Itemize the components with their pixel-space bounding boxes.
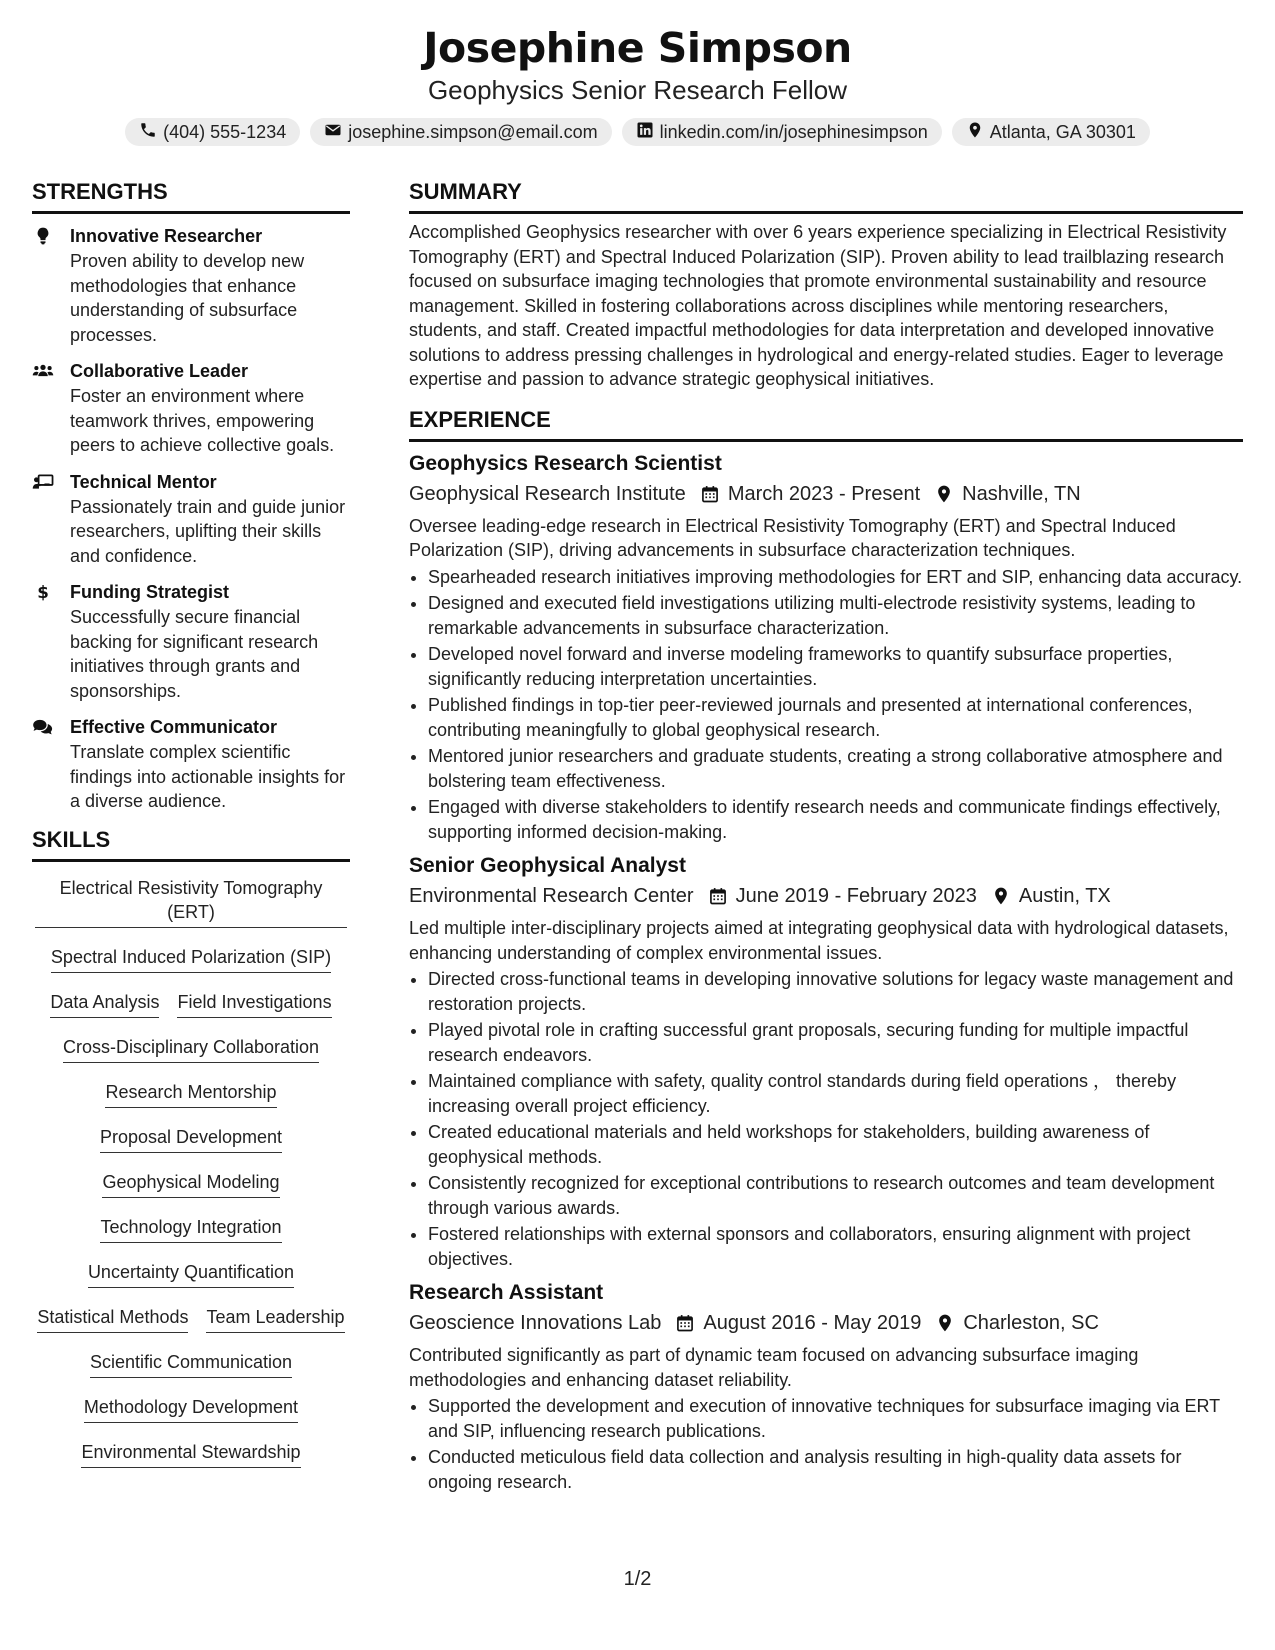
job-dates: March 2023 - Present <box>727 482 921 505</box>
page-number: 1/2 <box>623 1568 652 1590</box>
candidate-title: Geophysics Senior Research Fellow <box>427 75 848 105</box>
experience-section <box>409 406 1243 1495</box>
job-bullet: • Directed cross-functional teams in developing innovative solutions for legacy waste management and restoration projects. <box>428 967 1243 1016</box>
skill-tag: Research Mentorship <box>105 1076 276 1108</box>
location-text: Atlanta, GA 30301 <box>989 122 1136 142</box>
skill-tag: Spectral Induced Polarization (SIP) <box>51 941 331 973</box>
dollar-sign-icon <box>32 580 58 703</box>
strength-desc: Translate complex scientific findings into actionable insights for a diverse audience. <box>70 742 346 811</box>
job-description: Led multiple inter-disciplinary projects aimed at integrating geophysical data with hydrological datasets, enhancing understanding of complex environmental issues. <box>409 918 1229 963</box>
job-bullets <box>409 1394 1243 1494</box>
location-pin-icon <box>934 484 954 504</box>
strength-item <box>32 224 350 347</box>
strength-desc: Successfully secure financial backing for significant research initiatives through grants and sponsorships. <box>70 607 319 701</box>
job-company: Geophysical Research Institute <box>409 482 686 505</box>
strength-item <box>32 470 350 569</box>
job-bullet: • Designed and executed field investigations utilizing multi-electrode resistivity systems, leading to remarkable advancements in subsurface characterization. <box>428 591 1243 640</box>
envelope-icon <box>324 121 342 144</box>
job-bullet: • Supported the development and execution of innovative techniques for subsurface imaging via ERT and SIP, influencing research publications. <box>428 1394 1243 1443</box>
phone-icon <box>139 121 157 144</box>
job-bullet: • Developed novel forward and inverse modeling frameworks to quantify subsurface properties, significantly reducing interpretation uncertainties. <box>428 642 1243 691</box>
strength-desc: Foster an environment where teamwork thrives, empowering peers to achieve collective goals. <box>70 386 335 455</box>
contact-email[interactable] <box>310 118 611 146</box>
strength-title: Collaborative Leader <box>70 361 249 381</box>
skill-tag: Scientific Communication <box>90 1346 292 1378</box>
calendar-icon <box>675 1313 695 1333</box>
job-title: Research Assistant <box>409 1281 604 1304</box>
job-bullet: • Played pivotal role in crafting successful grant proposals, securing funding for multiple impactful research endeavors. <box>428 1018 1243 1067</box>
skills-section <box>32 826 350 1481</box>
job-meta <box>409 479 1243 509</box>
job-dates: August 2016 - May 2019 <box>703 1312 922 1334</box>
job-bullet: • Fostered relationships with external sponsors and collaborators, ensuring alignment with project objectives. <box>428 1222 1243 1271</box>
job-dates: June 2019 - February 2023 <box>735 885 977 907</box>
lightbulb-icon <box>32 224 58 347</box>
job-description: Contributed significantly as part of dynamic team focused on advancing subsurface imaging methodologies and enhancing dataset reliability. <box>409 1345 1139 1390</box>
job-bullet: • Engaged with diverse stakeholders to identify research needs and communicate findings effectively, supporting informed decision-making. <box>428 795 1243 844</box>
svg-text:$: $ <box>37 582 49 602</box>
skill-tag: Statistical Methods <box>37 1301 188 1333</box>
job-location: Austin, TX <box>1018 885 1111 907</box>
chalkboard-teacher-icon <box>32 470 58 569</box>
skill-tag: Cross-Disciplinary Collaboration <box>63 1031 319 1063</box>
strength-item <box>32 580 350 703</box>
job-bullet: • Consistently recognized for exceptional contributions to research outcomes and team development through various awards. <box>428 1171 1243 1220</box>
linkedin-text: linkedin.com/in/josephinesimpson <box>659 122 928 142</box>
contact-phone[interactable] <box>125 118 300 146</box>
strength-desc: Passionately train and guide junior researchers, uplifting their skills and confidence. <box>70 496 346 566</box>
contact-location <box>952 118 1150 146</box>
job-entry <box>409 1279 1243 1494</box>
users-icon <box>32 359 58 458</box>
strength-desc: Proven ability to develop new methodologies that enhance understanding of subsurface processes. <box>70 251 305 345</box>
linkedin-icon <box>636 121 654 144</box>
skill-tag: Uncertainty Quantification <box>88 1256 294 1288</box>
job-meta <box>409 1308 1243 1338</box>
strengths-heading: STRENGTHS <box>32 178 350 214</box>
skill-tag: Technology Integration <box>100 1211 281 1243</box>
job-location: Nashville, TN <box>962 482 1081 505</box>
skill-tag: Environmental Stewardship <box>81 1436 300 1468</box>
job-description: Oversee leading-edge research in Electrical Resistivity Tomography (ERT) and Spectral Induced Polarization (SIP), driving advancements in subsurface characterization techniques. <box>409 515 1176 560</box>
summary-section <box>409 178 1243 392</box>
job-location: Charleston, SC <box>963 1312 1099 1334</box>
location-pin-icon <box>966 121 984 144</box>
summary-heading: SUMMARY <box>409 178 1243 214</box>
calendar-icon <box>708 886 728 906</box>
skill-tag: Data Analysis <box>50 986 159 1018</box>
job-bullets <box>409 967 1243 1271</box>
strength-item <box>32 715 350 814</box>
strength-title: Effective Communicator <box>70 717 278 737</box>
skill-tag: Field Investigations <box>177 986 331 1018</box>
job-bullet: • Maintained compliance with safety, quality control standards during field operations ， thereby increasing overall project efficiency. <box>428 1069 1243 1118</box>
skill-tag: Electrical Resistivity Tomography (ERT) <box>35 872 347 928</box>
job-bullet: • Conducted meticulous field data collection and analysis resulting in high-quality data assets for ongoing research. <box>428 1445 1243 1494</box>
job-bullet: • Created educational materials and held workshops for stakeholders, building awareness of geophysical methods. <box>428 1120 1243 1169</box>
job-meta <box>409 881 1243 911</box>
calendar-icon <box>700 484 720 504</box>
phone-text: (404) 555-1234 <box>163 122 287 142</box>
resume-header <box>0 0 1275 146</box>
job-title: Geophysics Research Scientist <box>409 451 722 475</box>
job-bullet: • Spearheaded research initiatives improving methodologies for ERT and SIP, enhancing data accuracy. <box>428 565 1243 590</box>
skill-tag: Geophysical Modeling <box>102 1166 279 1198</box>
left-column <box>32 178 350 1481</box>
contact-bar <box>0 118 1275 146</box>
location-pin-icon <box>935 1313 955 1333</box>
strength-title: Technical Mentor <box>70 471 217 492</box>
job-title: Senior Geophysical Analyst <box>409 854 686 877</box>
job-bullets <box>409 565 1243 845</box>
email-text: josephine.simpson@email.com <box>348 122 598 142</box>
location-pin-icon <box>991 886 1011 906</box>
skill-tag: Proposal Development <box>100 1121 282 1153</box>
job-entry <box>409 852 1243 1271</box>
experience-heading: EXPERIENCE <box>409 406 1243 442</box>
strength-title: Funding Strategist <box>70 582 229 602</box>
strengths-section <box>32 178 350 814</box>
skill-tag: Methodology Development <box>84 1391 298 1423</box>
strength-item <box>32 359 350 458</box>
job-bullet: • Mentored junior researchers and graduate students, creating a strong collaborative atmosphere and bolstering team effectiveness. <box>428 744 1243 793</box>
right-column <box>409 178 1243 1496</box>
strength-title: Innovative Researcher <box>70 226 263 246</box>
summary-text: Accomplished Geophysics researcher with over 6 years experience specializing in Electrical Resistivity Tomography (ERT) and Spectral Induced Polarization (SIP). Proven ability to lead trailblazing research focused on subsurface imaging technologies that promote environmental sustainability and resource management. Skilled in fostering collaborations across disciplines while mentoring researchers, students, and staff. Created impactful methodologies for data interpretation and developed innovative solutions to address pressing challenges in hydrological and energy-related studies. Eager to leverage expertise and passion to advance strategic geophysical initiatives. <box>409 222 1227 389</box>
job-company: Environmental Research Center <box>409 885 694 907</box>
job-company: Geoscience Innovations Lab <box>409 1312 662 1334</box>
skills-heading: SKILLS <box>32 826 350 862</box>
comments-icon <box>32 715 58 814</box>
job-list <box>409 450 1243 1495</box>
job-entry <box>409 450 1243 845</box>
candidate-name: Josephine Simpson <box>423 24 852 72</box>
job-bullet: • Published findings in top-tier peer-reviewed journals and presented at international conferences, contributing meaningfully to global geophysical research. <box>428 693 1243 742</box>
contact-linkedin[interactable] <box>622 118 942 146</box>
skill-tag: Team Leadership <box>206 1301 344 1333</box>
